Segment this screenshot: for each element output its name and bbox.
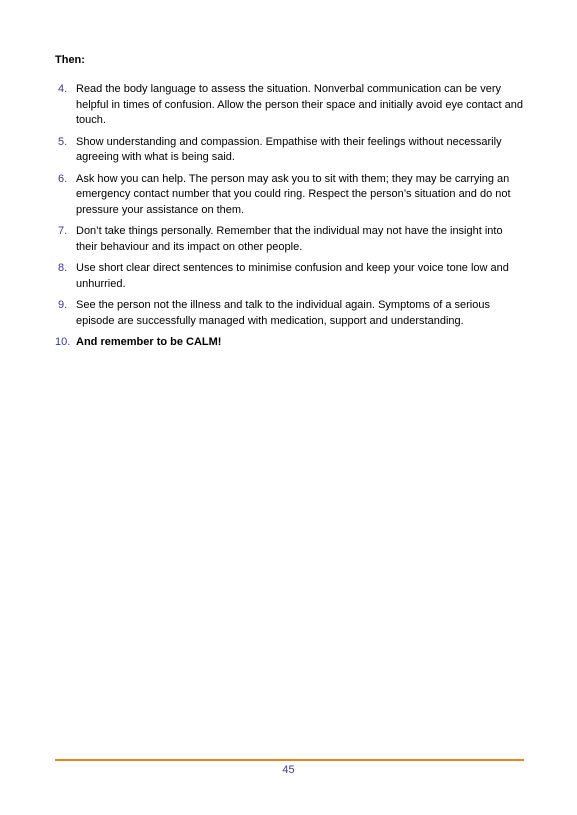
section-heading: Then:	[55, 54, 85, 66]
step-text: Read the body language to assess the situation. Nonverbal communication can be very helpful in times of confusion. Allow the person their space and initially avoid eye contact and touch.	[76, 83, 523, 126]
step-text: Don’t take things personally. Remember that the individual may not have the insight into their behaviour and its impact on other people.	[76, 225, 503, 253]
step-number: 7.	[58, 225, 68, 237]
step-text: See the person not the illness and talk to the individual again. Symptoms of a serious episode are successfully managed with medication, support and understanding.	[76, 299, 490, 327]
step-number: 8.	[58, 262, 68, 274]
step-text: Ask how you can help. The person may ask you to sit with them; they may be carrying an emergency contact number that you could ring. Respect the person’s situation and do not pressure your assistance on them.	[76, 172, 511, 216]
step-number: 5.	[58, 135, 68, 148]
list-item	[55, 82, 525, 129]
list-item	[55, 135, 525, 166]
steps-list	[55, 82, 525, 357]
list-item	[55, 172, 525, 219]
step-text: Use short clear direct sentences to minimise confusion and keep your voice tone low and unhurried.	[76, 262, 509, 290]
list-item	[55, 261, 525, 292]
step-text: Show understanding and compassion. Empathise with their feelings without necessarily agreeing with what is being said.	[76, 135, 502, 163]
footer-divider	[55, 759, 524, 761]
step-number: 4.	[58, 83, 68, 95]
step-number: 9.	[58, 299, 68, 311]
list-item	[55, 298, 525, 329]
list-item	[55, 335, 525, 351]
step-text: And remember to be CALM!	[76, 336, 222, 348]
step-number: 10.	[55, 336, 71, 348]
step-number: 6.	[58, 172, 68, 185]
list-item	[55, 224, 525, 255]
page-number: 45	[282, 764, 295, 776]
